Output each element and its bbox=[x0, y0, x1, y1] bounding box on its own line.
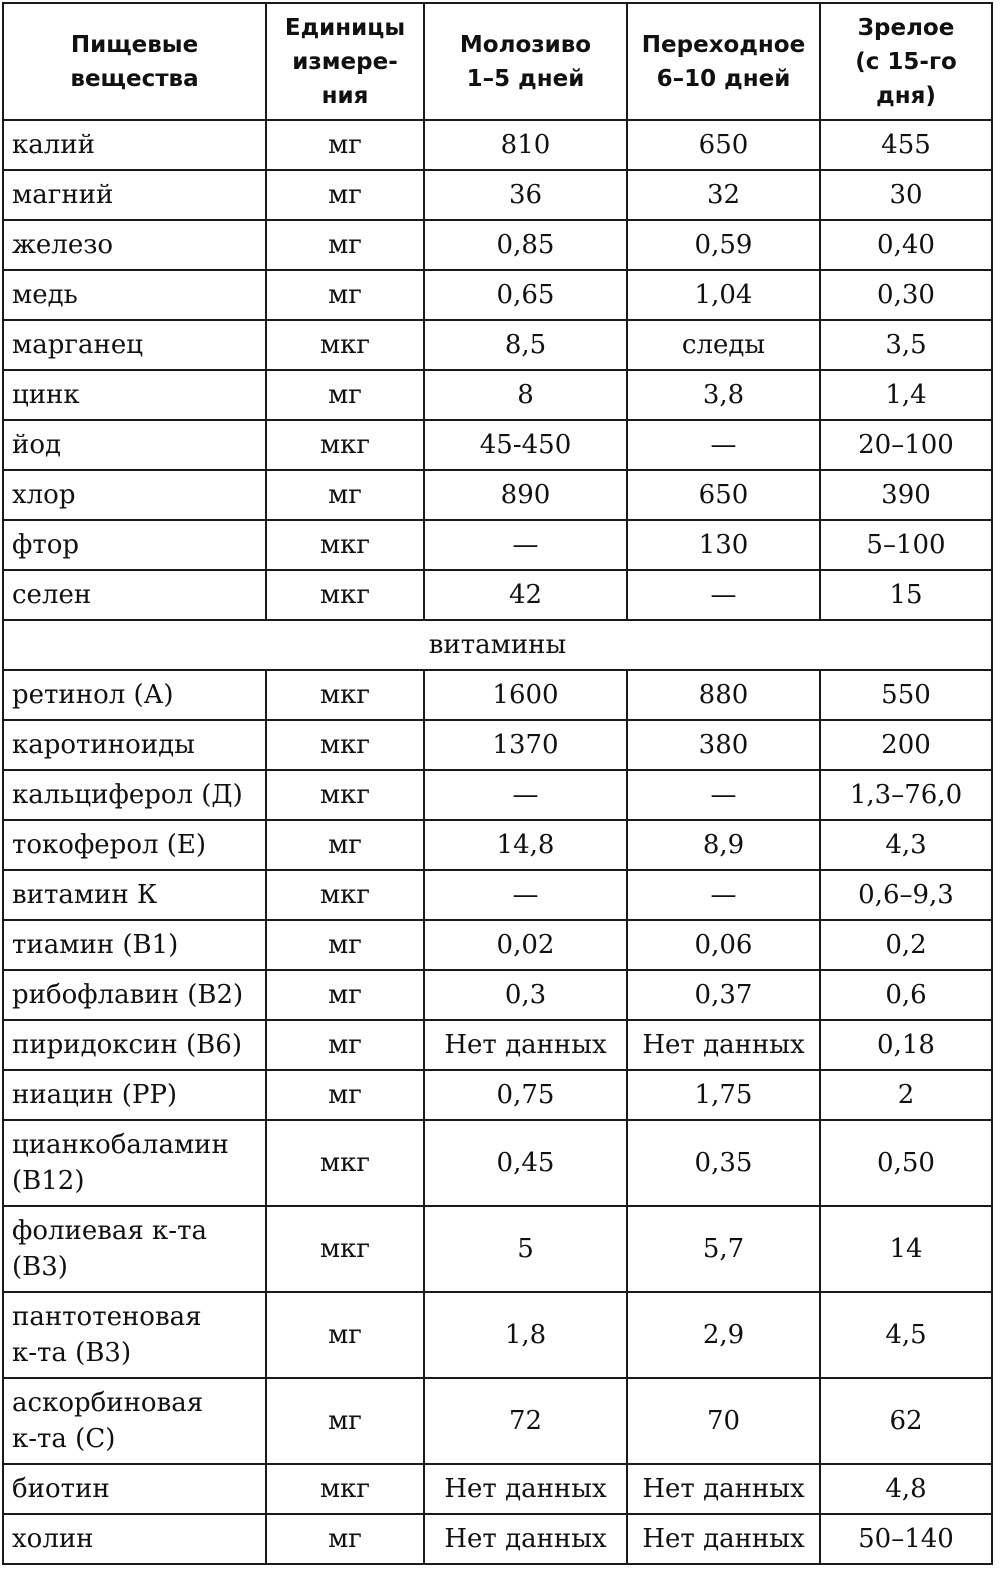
header-units-line: ния bbox=[321, 82, 369, 109]
transitional-value: 650 bbox=[627, 470, 820, 520]
table-row bbox=[3, 1020, 992, 1070]
nutrient-name-line: пиридоксин (В6) bbox=[12, 1030, 242, 1060]
header-units-line: измере- bbox=[292, 48, 398, 75]
colostrum-value: 890 bbox=[424, 470, 627, 520]
table-row bbox=[3, 870, 992, 920]
section-label: витамины bbox=[3, 620, 992, 670]
header-mature-line: дня) bbox=[876, 82, 936, 109]
colostrum-value: 1370 bbox=[424, 720, 627, 770]
unit-cell: мкг bbox=[266, 1120, 424, 1206]
mature-value: 4,3 bbox=[820, 820, 992, 870]
transitional-value: 70 bbox=[627, 1378, 820, 1464]
mature-value: 0,50 bbox=[820, 1120, 992, 1206]
transitional-value: 8,9 bbox=[627, 820, 820, 870]
table-row bbox=[3, 370, 992, 420]
unit-cell: мкг bbox=[266, 720, 424, 770]
header-units bbox=[266, 3, 424, 120]
unit-cell: мкг bbox=[266, 520, 424, 570]
header-colostrum-line: 1–5 дней bbox=[466, 65, 585, 92]
unit-cell: мг bbox=[266, 270, 424, 320]
mature-value: 14 bbox=[820, 1206, 992, 1292]
transitional-value: Нет данных bbox=[627, 1464, 820, 1514]
section-row-vitamins bbox=[3, 620, 992, 670]
transitional-value: 32 bbox=[627, 170, 820, 220]
transitional-value: — bbox=[627, 770, 820, 820]
transitional-value: 5,7 bbox=[627, 1206, 820, 1292]
nutrient-name-line: каротиноиды bbox=[12, 730, 195, 760]
colostrum-value: 1,8 bbox=[424, 1292, 627, 1378]
table-row bbox=[3, 820, 992, 870]
unit-cell: мг bbox=[266, 1514, 424, 1564]
header-units-line: Единицы bbox=[284, 14, 406, 41]
table-row bbox=[3, 120, 992, 170]
transitional-value: 880 bbox=[627, 670, 820, 720]
transitional-value: следы bbox=[627, 320, 820, 370]
table-row bbox=[3, 570, 992, 620]
nutrient-name-line: биотин bbox=[12, 1474, 110, 1504]
header-colostrum bbox=[424, 3, 627, 120]
nutrient-name: хлор bbox=[3, 470, 266, 520]
mature-value: 30 bbox=[820, 170, 992, 220]
nutrient-name-line: пантотеновая bbox=[12, 1302, 202, 1332]
header-row bbox=[3, 3, 992, 120]
table-row bbox=[3, 320, 992, 370]
table-row bbox=[3, 220, 992, 270]
table-row bbox=[3, 520, 992, 570]
nutrient-name-line: аскорбиновая bbox=[12, 1388, 204, 1418]
nutrient-name bbox=[3, 1206, 266, 1292]
transitional-value: — bbox=[627, 420, 820, 470]
header-mature bbox=[820, 3, 992, 120]
mature-value: 0,18 bbox=[820, 1020, 992, 1070]
table-row bbox=[3, 420, 992, 470]
mature-value: 0,6 bbox=[820, 970, 992, 1020]
table-row bbox=[3, 470, 992, 520]
colostrum-value: 0,02 bbox=[424, 920, 627, 970]
transitional-value: — bbox=[627, 570, 820, 620]
mature-value: 1,3–76,0 bbox=[820, 770, 992, 820]
nutrient-name: йод bbox=[3, 420, 266, 470]
nutrient-name bbox=[3, 870, 266, 920]
unit-cell: мг bbox=[266, 120, 424, 170]
unit-cell: мг bbox=[266, 970, 424, 1020]
colostrum-value: Нет данных bbox=[424, 1514, 627, 1564]
unit-cell: мкг bbox=[266, 870, 424, 920]
mature-value: 3,5 bbox=[820, 320, 992, 370]
mature-value: 0,6–9,3 bbox=[820, 870, 992, 920]
colostrum-value: 8 bbox=[424, 370, 627, 420]
transitional-value: 3,8 bbox=[627, 370, 820, 420]
header-mature-line: Зрелое bbox=[857, 14, 955, 41]
nutrient-name-line: фолиевая к-та bbox=[12, 1216, 207, 1246]
mature-value: 455 bbox=[820, 120, 992, 170]
colostrum-value: 42 bbox=[424, 570, 627, 620]
header-nutrient-line: Пищевые bbox=[70, 31, 199, 58]
nutrient-name-line: кальциферол (Д) bbox=[12, 780, 243, 810]
table-row bbox=[3, 770, 992, 820]
mature-value: 0,2 bbox=[820, 920, 992, 970]
nutrient-name-line: холин bbox=[12, 1524, 94, 1554]
colostrum-value: 0,85 bbox=[424, 220, 627, 270]
transitional-value: — bbox=[627, 870, 820, 920]
nutrient-name-line: цианкобаламин bbox=[12, 1130, 229, 1160]
unit-cell: мкг bbox=[266, 770, 424, 820]
table-row bbox=[3, 1070, 992, 1120]
colostrum-value: 72 bbox=[424, 1378, 627, 1464]
transitional-value: Нет данных bbox=[627, 1514, 820, 1564]
nutrient-name: железо bbox=[3, 220, 266, 270]
mature-value: 0,30 bbox=[820, 270, 992, 320]
nutrient-name bbox=[3, 1378, 266, 1464]
colostrum-value: 0,75 bbox=[424, 1070, 627, 1120]
unit-cell: мг bbox=[266, 1020, 424, 1070]
colostrum-value: — bbox=[424, 520, 627, 570]
nutrient-name bbox=[3, 970, 266, 1020]
transitional-value: 2,9 bbox=[627, 1292, 820, 1378]
transitional-value: 0,37 bbox=[627, 970, 820, 1020]
nutrient-name: медь bbox=[3, 270, 266, 320]
header-nutrient-line: вещества bbox=[70, 65, 199, 92]
unit-cell: мг bbox=[266, 1292, 424, 1378]
table-body bbox=[3, 120, 992, 1564]
nutrient-name-line: ретинол (А) bbox=[12, 680, 174, 710]
colostrum-value: 14,8 bbox=[424, 820, 627, 870]
nutrient-name bbox=[3, 1292, 266, 1378]
nutrient-name-line: витамин К bbox=[12, 880, 158, 910]
mature-value: 390 bbox=[820, 470, 992, 520]
nutrient-name: калий bbox=[3, 120, 266, 170]
table-row bbox=[3, 1514, 992, 1564]
table-row bbox=[3, 920, 992, 970]
nutrient-name-line: рибофлавин (В2) bbox=[12, 980, 244, 1010]
table-row bbox=[3, 970, 992, 1020]
nutrient-name-line: токоферол (Е) bbox=[12, 830, 207, 860]
nutrient-name bbox=[3, 770, 266, 820]
mature-value: 20–100 bbox=[820, 420, 992, 470]
colostrum-value: 0,65 bbox=[424, 270, 627, 320]
table-row bbox=[3, 1292, 992, 1378]
nutrient-name-line: к-та (В3) bbox=[12, 1338, 132, 1368]
table-row bbox=[3, 720, 992, 770]
mature-value: 50–140 bbox=[820, 1514, 992, 1564]
nutrient-name bbox=[3, 720, 266, 770]
nutrient-name-line: тиамин (В1) bbox=[12, 930, 179, 960]
table-row bbox=[3, 1378, 992, 1464]
unit-cell: мкг bbox=[266, 570, 424, 620]
nutrient-name: магний bbox=[3, 170, 266, 220]
mature-value: 0,40 bbox=[820, 220, 992, 270]
colostrum-value: 8,5 bbox=[424, 320, 627, 370]
transitional-value: 0,06 bbox=[627, 920, 820, 970]
unit-cell: мг bbox=[266, 1378, 424, 1464]
nutrient-name bbox=[3, 920, 266, 970]
transitional-value: 0,59 bbox=[627, 220, 820, 270]
nutrient-name bbox=[3, 1020, 266, 1070]
unit-cell: мг bbox=[266, 170, 424, 220]
mature-value: 1,4 bbox=[820, 370, 992, 420]
table-row bbox=[3, 1464, 992, 1514]
mature-value: 62 bbox=[820, 1378, 992, 1464]
nutrient-name-line: (В3) bbox=[12, 1252, 68, 1282]
header-colostrum-line: Молозиво bbox=[459, 31, 592, 58]
unit-cell: мг bbox=[266, 220, 424, 270]
nutrient-name bbox=[3, 1070, 266, 1120]
colostrum-value: 45-450 bbox=[424, 420, 627, 470]
colostrum-value: — bbox=[424, 770, 627, 820]
mature-value: 2 bbox=[820, 1070, 992, 1120]
header-transitional-line: 6–10 дней bbox=[656, 65, 791, 92]
mature-value: 4,8 bbox=[820, 1464, 992, 1514]
mature-value: 4,5 bbox=[820, 1292, 992, 1378]
unit-cell: мкг bbox=[266, 320, 424, 370]
nutrient-name bbox=[3, 1120, 266, 1206]
colostrum-value: 1600 bbox=[424, 670, 627, 720]
transitional-value: 1,04 bbox=[627, 270, 820, 320]
colostrum-value: — bbox=[424, 870, 627, 920]
table-row bbox=[3, 170, 992, 220]
nutrient-name bbox=[3, 820, 266, 870]
colostrum-value: 36 bbox=[424, 170, 627, 220]
transitional-value: 0,35 bbox=[627, 1120, 820, 1206]
unit-cell: мг bbox=[266, 470, 424, 520]
nutrient-name: цинк bbox=[3, 370, 266, 420]
header-nutrient bbox=[3, 3, 266, 120]
nutrient-name-line: (В12) bbox=[12, 1166, 85, 1196]
table-row bbox=[3, 1120, 992, 1206]
transitional-value: 130 bbox=[627, 520, 820, 570]
nutrient-name bbox=[3, 1464, 266, 1514]
transitional-value: 650 bbox=[627, 120, 820, 170]
transitional-value: 380 bbox=[627, 720, 820, 770]
nutrient-name: фтор bbox=[3, 520, 266, 570]
nutrient-name-line: ниацин (РР) bbox=[12, 1080, 178, 1110]
table-row bbox=[3, 270, 992, 320]
header-mature-line: (с 15-го bbox=[855, 48, 957, 75]
unit-cell: мкг bbox=[266, 1206, 424, 1292]
nutrient-table bbox=[2, 2, 993, 1565]
unit-cell: мкг bbox=[266, 1464, 424, 1514]
colostrum-value: 0,45 bbox=[424, 1120, 627, 1206]
colostrum-value: 0,3 bbox=[424, 970, 627, 1020]
nutrient-name: селен bbox=[3, 570, 266, 620]
mature-value: 200 bbox=[820, 720, 992, 770]
colostrum-value: Нет данных bbox=[424, 1020, 627, 1070]
nutrient-name-line: к-та (С) bbox=[12, 1424, 116, 1454]
table-row bbox=[3, 670, 992, 720]
transitional-value: 1,75 bbox=[627, 1070, 820, 1120]
unit-cell: мг bbox=[266, 820, 424, 870]
mature-value: 5–100 bbox=[820, 520, 992, 570]
colostrum-value: 810 bbox=[424, 120, 627, 170]
nutrient-name bbox=[3, 1514, 266, 1564]
unit-cell: мг bbox=[266, 920, 424, 970]
unit-cell: мкг bbox=[266, 670, 424, 720]
header-transitional-line: Переходное bbox=[641, 31, 806, 58]
transitional-value: Нет данных bbox=[627, 1020, 820, 1070]
mature-value: 15 bbox=[820, 570, 992, 620]
unit-cell: мг bbox=[266, 1070, 424, 1120]
colostrum-value: Нет данных bbox=[424, 1464, 627, 1514]
header-transitional bbox=[627, 3, 820, 120]
unit-cell: мг bbox=[266, 370, 424, 420]
nutrient-name bbox=[3, 670, 266, 720]
unit-cell: мкг bbox=[266, 420, 424, 470]
nutrient-name: марганец bbox=[3, 320, 266, 370]
mature-value: 550 bbox=[820, 670, 992, 720]
colostrum-value: 5 bbox=[424, 1206, 627, 1292]
table-row bbox=[3, 1206, 992, 1292]
